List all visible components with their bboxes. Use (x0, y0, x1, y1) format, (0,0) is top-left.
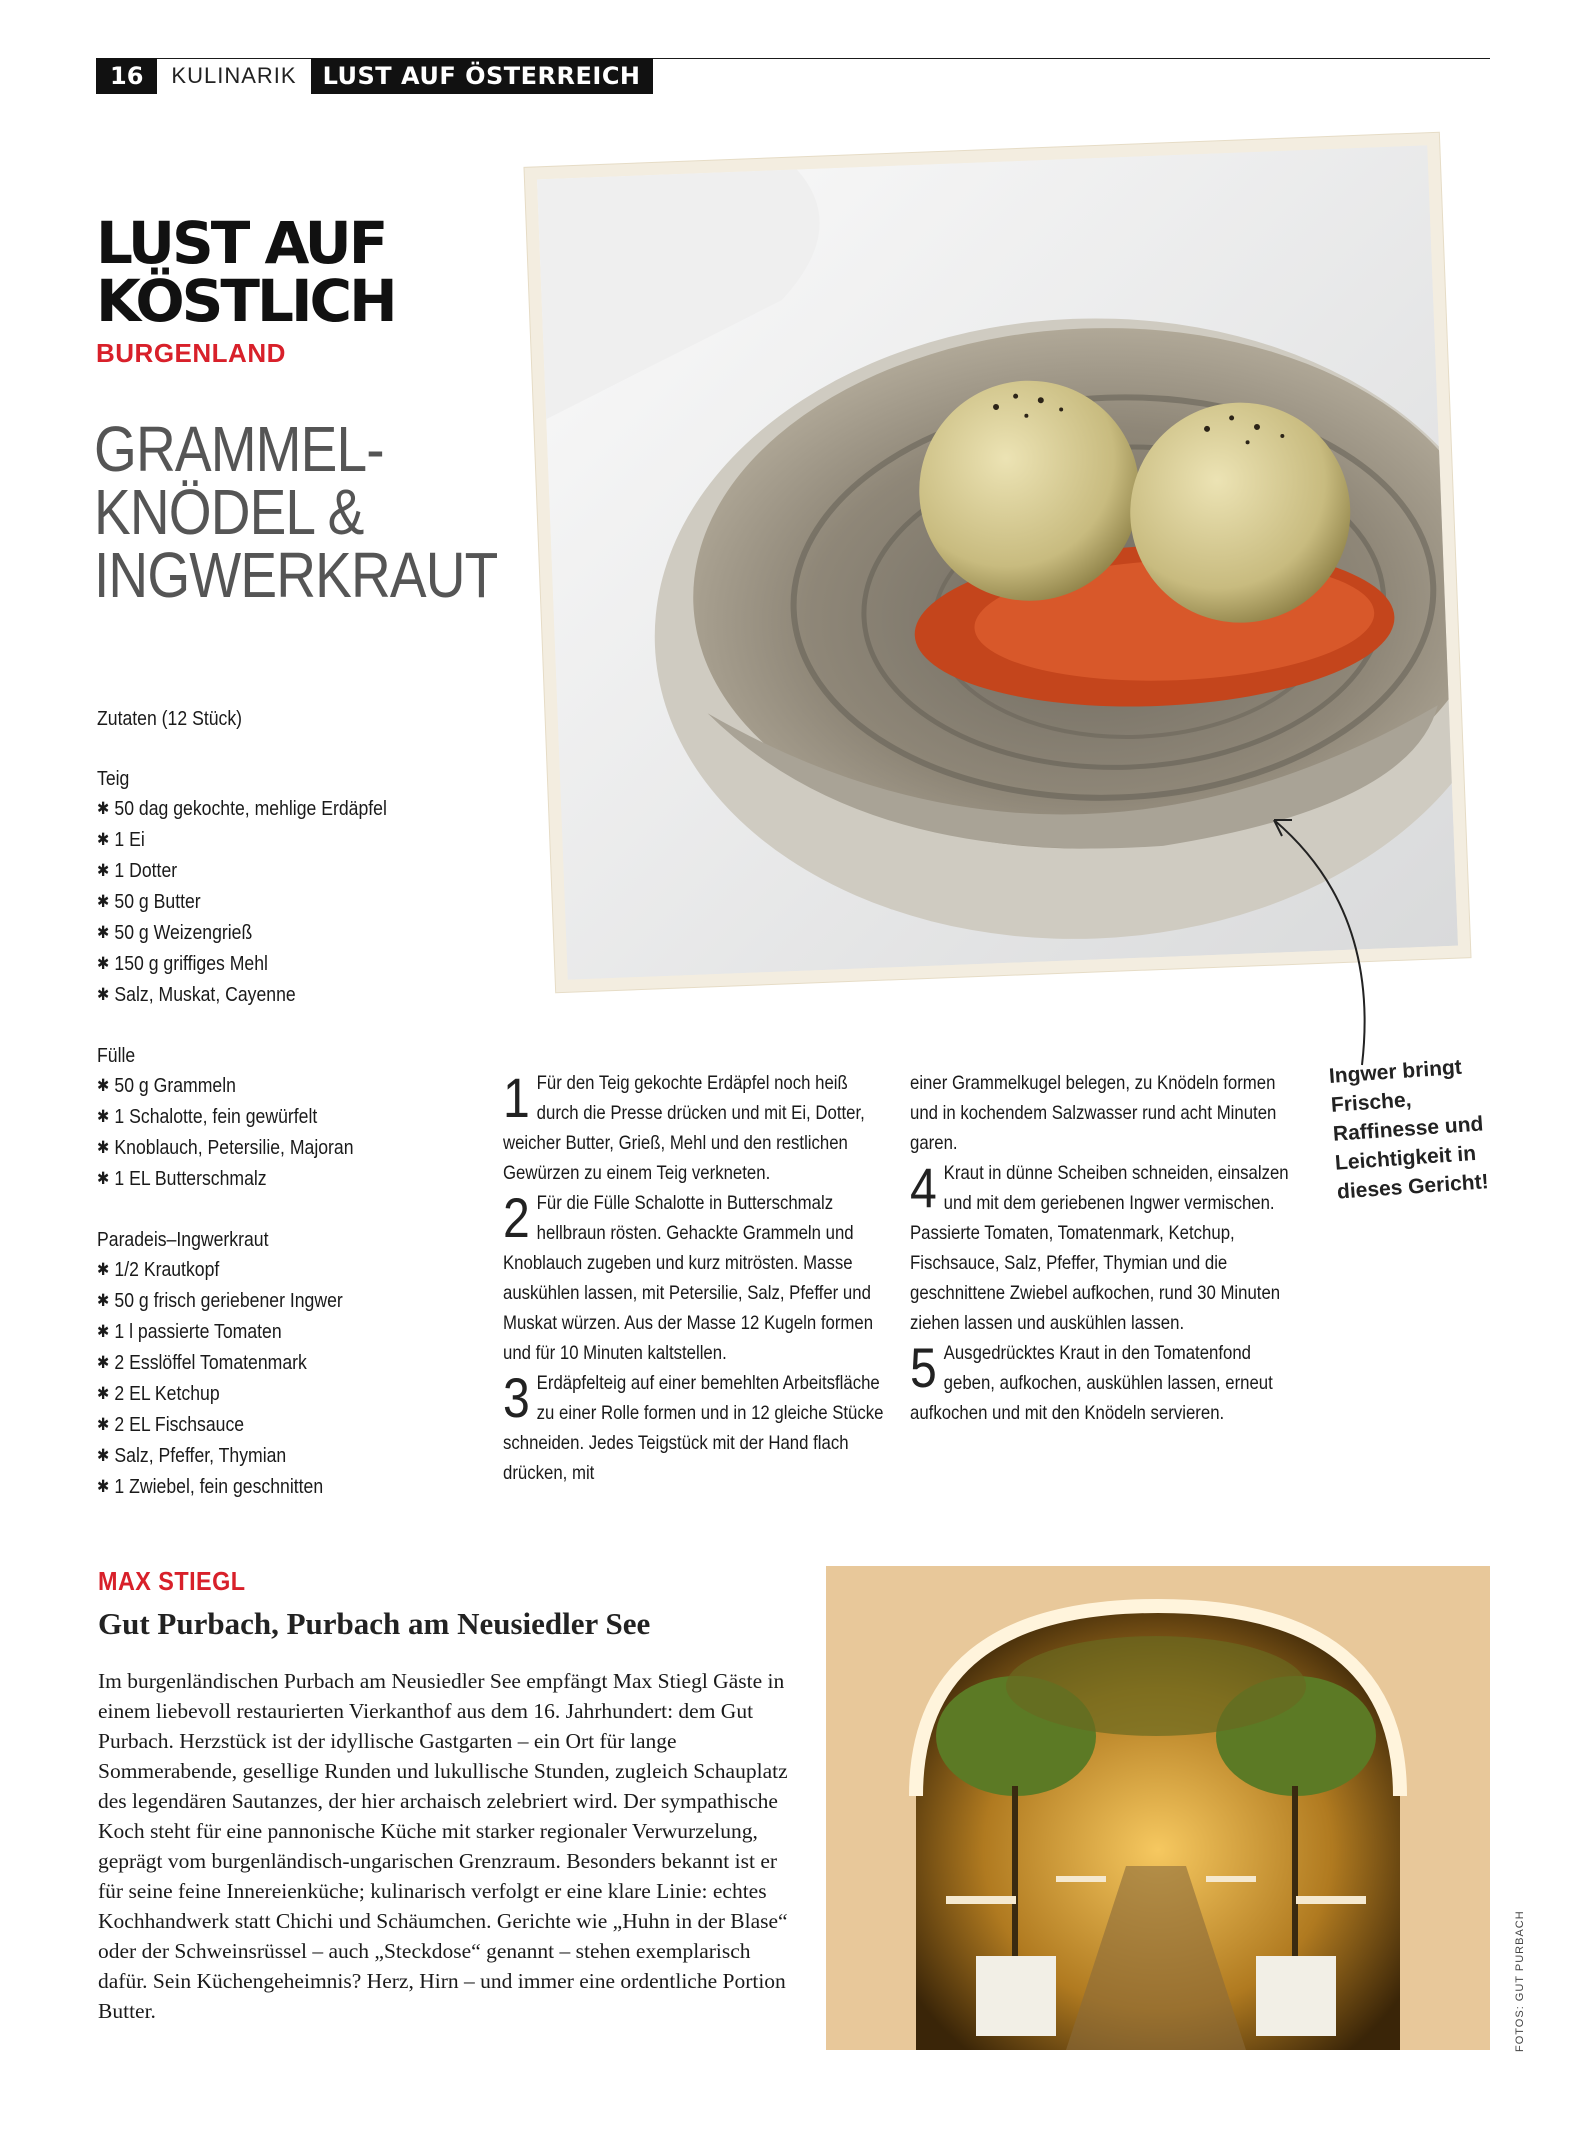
section-label: KULINARIK (171, 63, 297, 88)
restaurant-title: Gut Purbach, Purbach am Neusiedler See (98, 1606, 651, 1641)
ingredients-heading: Zutaten (12 Stück) (97, 707, 243, 730)
ingredient-item: ✱ 50 dag gekochte, mehlige Erdäpfel (97, 794, 458, 825)
steps-column-1 (503, 1068, 947, 1488)
step-number: 2 (503, 1186, 530, 1249)
ingredient-item: ✱ 1 EL Butterschmalz (97, 1164, 458, 1195)
title-line: INGWERKRAUT (94, 539, 498, 611)
logo-line-2: KÖSTLICH (96, 267, 395, 335)
ingredient-item: ✱ 2 Esslöffel Tomatenmark (97, 1348, 458, 1379)
courtyard-illustration (826, 1566, 1490, 2050)
chef-name: MAX STIEGL (98, 1566, 246, 1596)
series-logo (96, 209, 395, 369)
step-number: 3 (503, 1366, 530, 1429)
ingredients-list (97, 704, 458, 1503)
step-5 (910, 1338, 1292, 1428)
ingredient-item: ✱ 50 g Grammeln (97, 1071, 458, 1102)
ingredient-item: ✱ 50 g Weizengrieß (97, 918, 458, 949)
chef-article-text: Im burgenländischen Purbach am Neusiedler See empfängt Max Stiegl Gäste in einem liebevoll restaurierten Vierkanthof aus dem 16. Jahrhundert: dem Gut Purbach. Herzstück ist der idyllische Gastgarten – ein Ort für lange Sommerabende, gesellige Runden und lukullische Stunden, zugleich Schauplatz des legendären Sautanzes, der hier archaisch zelebriert wird. Der sympathische Koch steht für eine pannonische Küche mit starker regionaler Verwurzelung, geprägt vom burgenländisch-ungarischen Grenzraum. Besonders bekannt ist er für seine feine Innereienküche; kulinarisch verfolgt er eine klare Linie: echtes Kochhandwerk statt Chichi und Schäumchen. Gerichte wie „Huhn in der Blase“ oder der Schweinsrüssel – auch „Steckdose“ genannt – stehen exemplarisch dafür. Sein Küchengeheimnis? Herz, Hirn – und immer eine ordentliche Portion Butter. (98, 1669, 788, 2023)
ingredient-item: ✱ 1 l passierte Tomaten (97, 1317, 458, 1348)
logo-line-1: LUST AUF (96, 209, 386, 277)
step-4 (910, 1158, 1292, 1338)
rubric-label: LUST AUF ÖSTERREICH (311, 58, 653, 94)
steps-column-2 (910, 1068, 1354, 1428)
step-3-continued: einer Grammelkugel belegen, zu Knödeln formen und in kochendem Salzwasser rund acht Minuten garen. (910, 1072, 1277, 1154)
ingredient-item: ✱ 50 g frisch geriebener Ingwer (97, 1286, 458, 1317)
step-3 (503, 1368, 885, 1488)
step-text: Für die Fülle Schalotte in Butterschmalz hellbraun rösten. Gehackte Grammeln und Knoblauch zugeben und kurz mitrösten. Masse auskühlen lassen, mit Petersilie, Salz, Pfeffer und Muskat würzen. Aus der Masse 12 Kugeln formen und für 10 Minuten kaltstellen. (503, 1192, 874, 1364)
logo-region: BURGENLAND (96, 338, 286, 368)
title-line: GRAMMEL- (94, 413, 384, 485)
ingredient-item: ✱ Salz, Pfeffer, Thymian (97, 1441, 458, 1472)
ingredient-item: ✱ 2 EL Fischsauce (97, 1410, 458, 1441)
ingredient-item: ✱ 1 Zwiebel, fein geschnitten (97, 1472, 458, 1503)
ingredient-group-title: Fülle (97, 1044, 136, 1067)
ingredient-item: ✱ 1 Schalotte, fein gewürfelt (97, 1102, 458, 1133)
ingredient-item: ✱ 50 g Butter (97, 887, 458, 918)
step-number: 5 (910, 1336, 937, 1399)
ingredient-group-title: Teig (97, 767, 130, 790)
page-number: 16 (96, 58, 157, 94)
page-header (96, 58, 653, 94)
step-text: Erdäpfelteig auf einer bemehlten Arbeitsfläche zu einer Rolle formen und in 12 gleiche Stücke schneiden. Jedes Teigstück mit der Hand flach drücken, mit (503, 1372, 884, 1484)
ingredient-item: ✱ 150 g griffiges Mehl (97, 949, 458, 980)
ingredient-item: ✱ 1 Dotter (97, 856, 458, 887)
courtyard-photo (826, 1566, 1490, 2050)
ingredient-group-title: Paradeis–Ingwerkraut (97, 1228, 269, 1251)
step-text: Für den Teig gekochte Erdäpfel noch heiß durch die Presse drücken und mit Ei, Dotter, weicher Butter, Grieß, Mehl und den restlichen Gewürzen zu einem Teig verkneten. (503, 1072, 865, 1184)
ingredient-item: ✱ Salz, Muskat, Cayenne (97, 980, 458, 1011)
ingredient-item: ✱ 2 EL Ketchup (97, 1379, 458, 1410)
step-2 (503, 1188, 885, 1368)
step-text: Ausgedrücktes Kraut in den Tomatenfond geben, aufkochen, auskühlen lassen, erneut aufkochen und mit den Knödeln servieren. (910, 1342, 1273, 1424)
recipe-title (94, 413, 498, 611)
step-text: Kraut in dünne Scheiben schneiden, einsalzen und mit dem geriebenen Ingwer vermischen. Passierte Tomaten, Tomatenmark, Ketchup, Fischsauce, Salz, Pfeffer, Thymian und die geschnittene Zwiebel aufkochen, rund 30 Minuten ziehen lassen und auskühlen lassen. (910, 1162, 1289, 1334)
step-1 (503, 1068, 885, 1188)
step-number: 4 (910, 1156, 937, 1219)
photo-credit: FOTOS: GUT PURBACH (1514, 1910, 1526, 2052)
ingredient-item: ✱ Knoblauch, Petersilie, Majoran (97, 1133, 458, 1164)
pull-quote: Ingwer bringt Frische, Raffinesse und Leichtigkeit in dieses Gericht! (1328, 1055, 1490, 1204)
ingredient-item: ✱ 1/2 Krautkopf (97, 1255, 458, 1286)
step-number: 1 (503, 1066, 530, 1129)
ingredient-item: ✱ 1 Ei (97, 825, 458, 856)
arrow-icon (1270, 790, 1370, 1070)
title-line: KNÖDEL & (94, 476, 364, 548)
